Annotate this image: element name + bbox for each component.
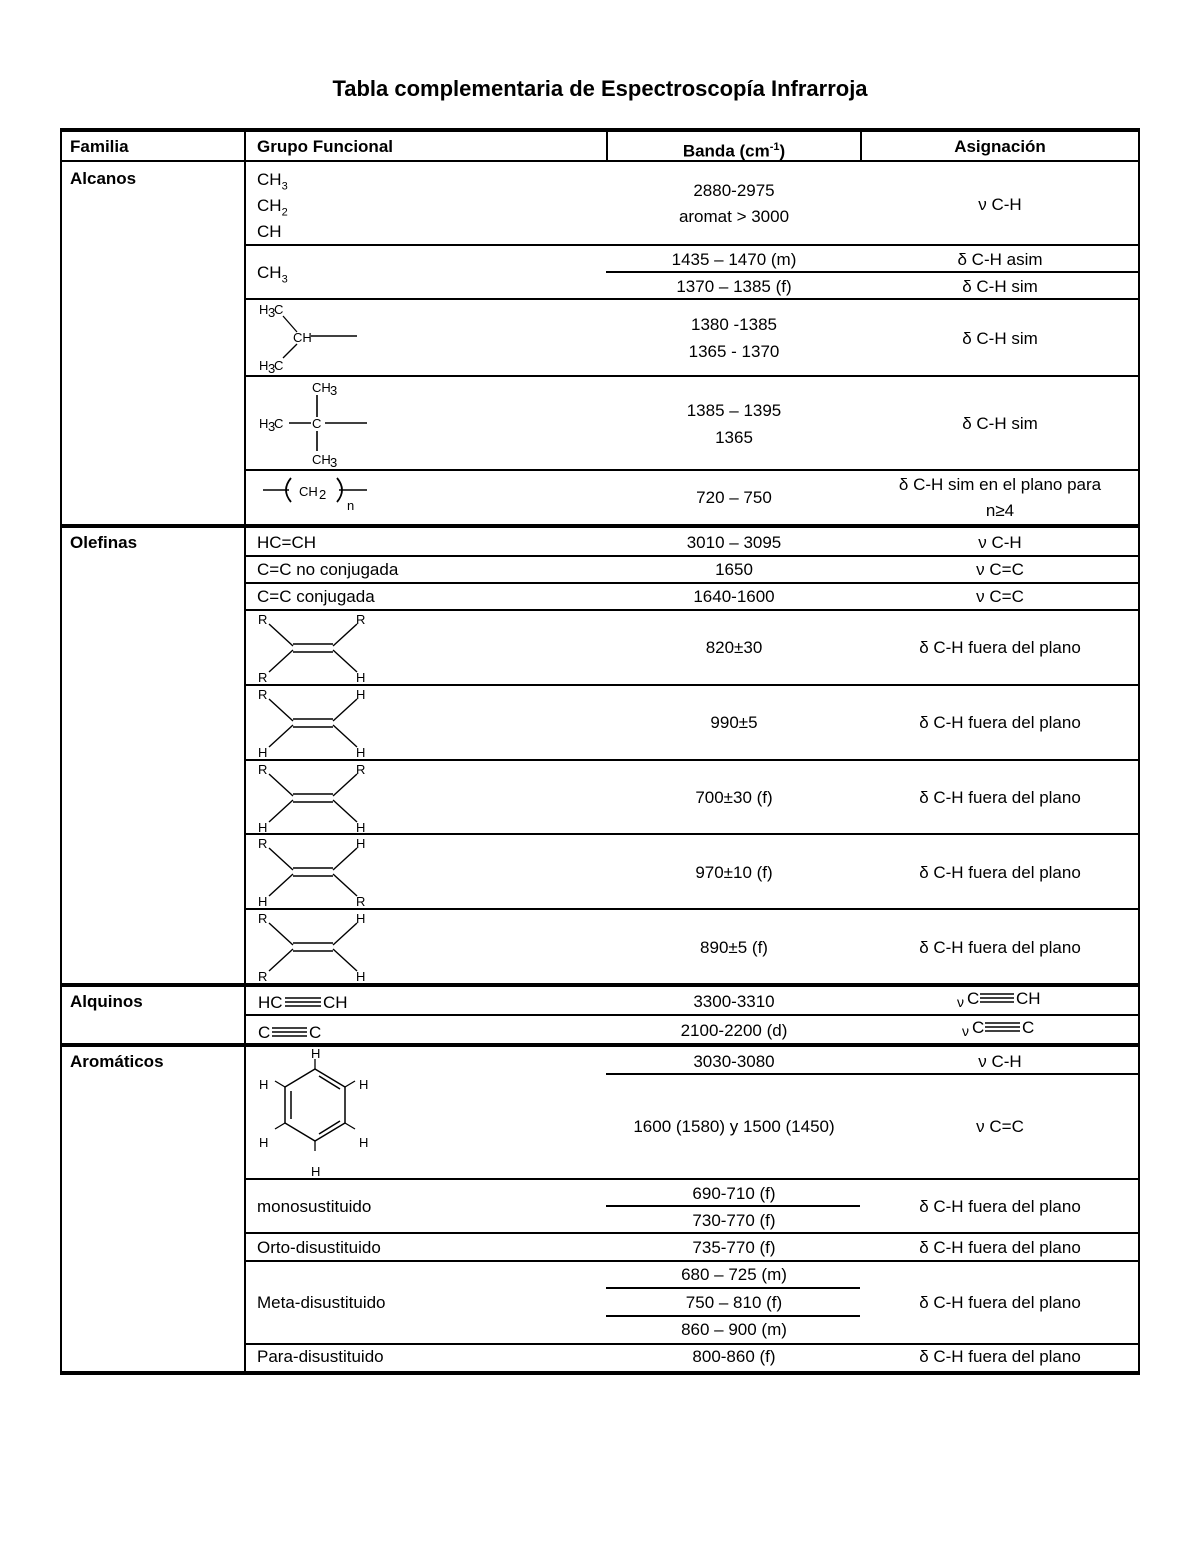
assignment: δ C-H fuera del plano	[919, 713, 1081, 732]
alkene-structure	[255, 612, 385, 684]
section-divider	[60, 524, 1140, 528]
struct-label: ν	[957, 994, 964, 1010]
group-ch3	[257, 170, 288, 196]
group-name: C=C conjugada	[257, 587, 375, 606]
group-name: monosustituido	[257, 1197, 372, 1216]
assignment: δ C-H fuera del plano	[919, 1197, 1081, 1216]
row-divider	[606, 1205, 860, 1207]
group-ch3	[257, 263, 288, 289]
struct-label: C	[312, 416, 322, 431]
assignment: δ C-H fuera del plano	[919, 788, 1081, 807]
struct-label: 2	[319, 487, 327, 502]
substituent-label: R	[258, 911, 268, 926]
band-value: 700±30 (f)	[695, 788, 773, 807]
header-familia: Familia	[70, 137, 129, 156]
band-value: 1365	[715, 428, 753, 447]
assignment: δ C-H sim	[962, 329, 1038, 348]
band-value: 3010 – 3095	[686, 533, 782, 552]
struct-label: 3	[330, 455, 338, 470]
group-ch2	[257, 196, 288, 222]
band-value: 1640-1600	[693, 587, 775, 606]
struct-label: H	[359, 1135, 369, 1150]
struct-label: 3	[268, 305, 276, 320]
band-value: 735-770 (f)	[692, 1238, 776, 1257]
assignment: δ C-H fuera del plano	[919, 1238, 1081, 1257]
row-divider	[244, 609, 1140, 611]
header-asignacion: Asignación	[954, 137, 1046, 156]
family-label-alcanos: Alcanos	[70, 169, 137, 188]
struct-label: C	[274, 358, 284, 373]
header-banda-sup: -1	[769, 141, 780, 153]
band-value: 2100-2200 (d)	[680, 1021, 788, 1040]
band-value: 1385 – 1395	[686, 401, 782, 420]
struct-label: H	[311, 1164, 321, 1179]
header-banda-close: )	[779, 141, 786, 161]
struct-label: H	[259, 1135, 269, 1150]
row-divider	[244, 1232, 1140, 1234]
row-divider	[244, 1260, 1140, 1262]
header-banda-text: Banda (cm	[682, 141, 770, 161]
band-value: 820±30	[705, 638, 763, 657]
substituent-label: R	[258, 670, 268, 685]
band-value: 1380 -1385	[690, 315, 778, 334]
alkyne-assignment	[960, 1015, 1050, 1041]
band-value: 1600 (1580) y 1500 (1450)	[633, 1117, 835, 1136]
struct-label: 3	[268, 361, 276, 376]
band-value: 750 – 810 (f)	[685, 1293, 783, 1312]
band-value: 890±5 (f)	[700, 938, 768, 957]
row-divider	[244, 244, 1140, 246]
struct-label: C	[274, 416, 284, 431]
tert-butyl-structure	[255, 379, 375, 469]
assignment: δ C-H fuera del plano	[919, 938, 1081, 957]
struct-label: n	[347, 498, 355, 513]
band-value: 990±5	[710, 713, 758, 732]
band-value: 1435 – 1470 (m)	[671, 250, 797, 269]
substituent-label: H	[356, 670, 366, 685]
row-divider	[606, 1073, 1140, 1075]
struct-label: C	[967, 989, 980, 1008]
substituent-label: H	[356, 687, 366, 702]
struct-label: H	[259, 416, 269, 431]
benzene-structure	[255, 1047, 385, 1179]
struct-label: H	[259, 302, 269, 317]
assignment: ν C-H	[978, 533, 1022, 552]
assignment: ν C-H	[978, 195, 1022, 214]
struct-label: ν	[962, 1023, 969, 1039]
group-ch3-sub: 3	[281, 180, 288, 193]
family-column-divider	[244, 161, 246, 1373]
struct-label: CH	[293, 330, 312, 345]
struct-label: C	[309, 1023, 322, 1042]
row-divider	[244, 684, 1140, 686]
row-divider	[244, 469, 1140, 471]
struct-label: CH	[312, 380, 331, 395]
assignment: δ C-H asim	[957, 250, 1043, 269]
group-ch: CH	[257, 222, 282, 241]
substituent-label: R	[258, 612, 268, 627]
substituent-label: H	[356, 820, 366, 835]
substituent-label: H	[356, 745, 366, 760]
band-value: 3030-3080	[693, 1052, 775, 1071]
assignment: δ C-H fuera del plano	[919, 1293, 1081, 1312]
struct-label: CH	[323, 993, 348, 1012]
header-banda	[608, 137, 860, 162]
band-value: 690-710 (f)	[692, 1184, 776, 1203]
assignment: ν C=C	[976, 587, 1024, 606]
row-divider	[606, 271, 1140, 273]
table-bottom-border	[60, 1371, 1140, 1375]
group-name: C=C no conjugada	[257, 560, 399, 579]
alkene-structure	[255, 762, 385, 834]
alkene-structure	[255, 911, 385, 983]
struct-label: C	[274, 302, 284, 317]
alkene-structure	[255, 836, 385, 908]
struct-label: C	[972, 1018, 985, 1037]
band-value: 720 – 750	[696, 488, 772, 507]
substituent-label: R	[258, 762, 268, 777]
header-grupo-funcional: Grupo Funcional	[257, 137, 393, 156]
table-top-border	[60, 128, 1140, 132]
band-value: 1365 - 1370	[688, 342, 780, 361]
row-divider	[244, 582, 1140, 584]
family-label-aromaticos: Aromáticos	[70, 1052, 164, 1071]
band-value: 860 – 900 (m)	[681, 1320, 787, 1339]
row-divider	[606, 1287, 860, 1289]
table-border-left	[60, 129, 62, 1375]
assignment: δ C-H sim en el plano para	[898, 475, 1102, 494]
assignment: δ C-H sim	[962, 277, 1038, 296]
substituent-label: H	[356, 911, 366, 926]
polymethylene-structure	[255, 474, 375, 518]
group-ch3-text: CH	[257, 170, 282, 189]
struct-label: H	[259, 1077, 269, 1092]
substituent-label: R	[356, 762, 366, 777]
alkene-structure	[255, 687, 385, 759]
group-ch2-text: CH	[257, 196, 282, 215]
assignment: ν C=C	[976, 560, 1024, 579]
struct-label: CH	[312, 452, 331, 467]
alkyne-structure	[255, 989, 365, 1015]
struct-label: H	[259, 358, 269, 373]
assignment: n≥4	[985, 501, 1015, 520]
substituent-label: H	[258, 820, 268, 835]
substituent-label: R	[356, 612, 366, 627]
family-label-alquinos: Alquinos	[70, 992, 143, 1011]
row-divider	[244, 908, 1140, 910]
group-name: Meta-disustituido	[257, 1293, 386, 1312]
band-value: 3300-3310	[693, 992, 775, 1011]
assignment: δ C-H fuera del plano	[919, 1347, 1081, 1366]
struct-label: H	[311, 1046, 321, 1061]
band-value: 1650	[715, 560, 753, 579]
header-divider	[244, 129, 246, 161]
struct-label: H	[359, 1077, 369, 1092]
band-value: 1370 – 1385 (f)	[676, 277, 792, 296]
struct-label: C	[1022, 1018, 1035, 1037]
struct-label: 3	[330, 383, 338, 398]
struct-label: CH	[299, 484, 318, 499]
row-divider	[244, 759, 1140, 761]
band-value: 680 – 725 (m)	[681, 1265, 787, 1284]
table-border-right	[1138, 129, 1140, 1375]
assignment: ν C=C	[976, 1117, 1024, 1136]
substituent-label: H	[258, 745, 268, 760]
band-value: 2880-2975	[693, 181, 775, 200]
group-ch3-sub: 3	[281, 273, 288, 286]
substituent-label: H	[356, 836, 366, 851]
assignment: ν C-H	[978, 1052, 1022, 1071]
substituent-label: R	[258, 687, 268, 702]
group-name: Para-disustituido	[257, 1347, 384, 1366]
band-value: 800-860 (f)	[692, 1347, 776, 1366]
band-value: aromat > 3000	[678, 207, 790, 226]
assignment: δ C-H fuera del plano	[919, 638, 1081, 657]
assignment: δ C-H sim	[962, 414, 1038, 433]
row-divider	[244, 298, 1140, 300]
section-divider	[60, 1043, 1140, 1047]
group-name: HC=CH	[257, 533, 317, 552]
struct-label: 3	[268, 419, 276, 434]
struct-label: CH	[1016, 989, 1041, 1008]
isopropyl-structure	[255, 302, 375, 374]
band-value: 970±10 (f)	[695, 863, 773, 882]
group-ch3-text: CH	[257, 263, 282, 282]
substituent-label: R	[258, 836, 268, 851]
group-name: Orto-disustituido	[257, 1238, 381, 1257]
struct-label: C	[258, 1023, 271, 1042]
band-value: 730-770 (f)	[692, 1211, 776, 1230]
row-divider	[244, 1343, 1140, 1345]
row-divider	[606, 1315, 860, 1317]
alkyne-assignment	[955, 986, 1055, 1012]
page-title: Tabla complementaria de Espectroscopía Infrarroja	[332, 76, 868, 101]
header-bottom-border	[60, 160, 1140, 162]
group-ch2-sub: 2	[281, 206, 288, 219]
family-label-olefinas: Olefinas	[70, 533, 138, 552]
struct-label: HC	[258, 993, 283, 1012]
substituent-label: H	[356, 969, 366, 984]
alkyne-structure	[255, 1018, 365, 1044]
assignment: δ C-H fuera del plano	[919, 863, 1081, 882]
row-divider	[244, 375, 1140, 377]
substituent-label: R	[258, 969, 268, 984]
substituent-label: H	[258, 894, 268, 909]
row-divider	[244, 555, 1140, 557]
substituent-label: R	[356, 894, 366, 909]
